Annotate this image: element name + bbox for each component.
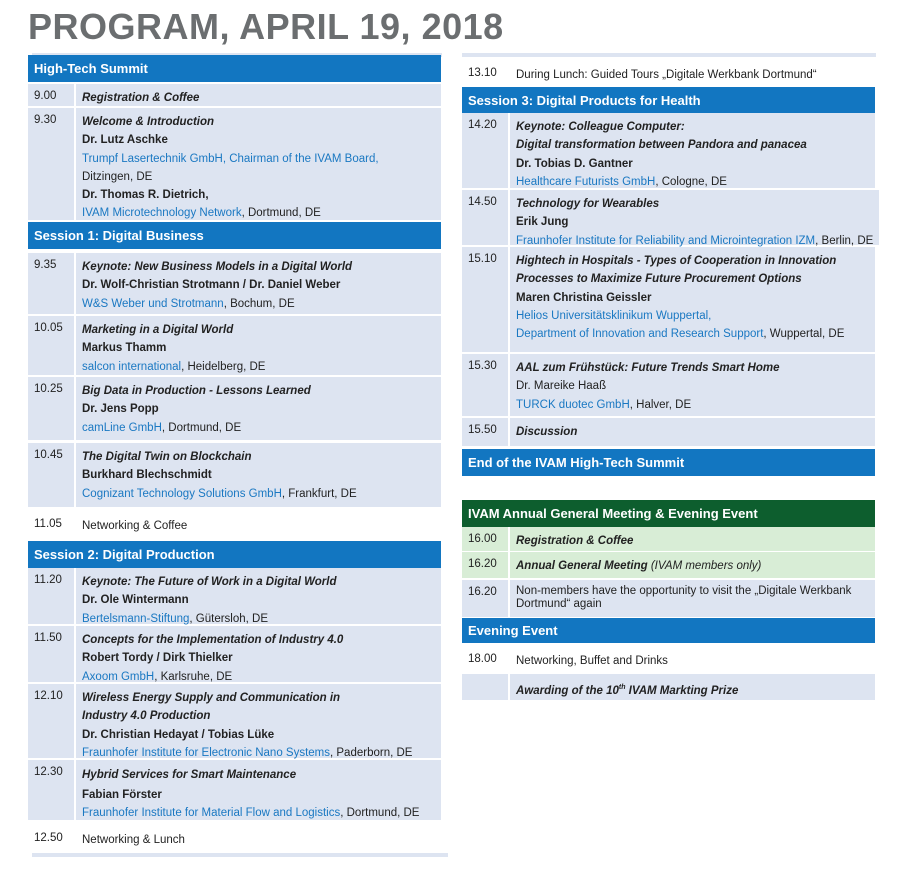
time: 15.30: [462, 354, 508, 416]
organization-link[interactable]: salcon international: [82, 360, 182, 373]
session-title: Networking & Lunch: [82, 834, 185, 846]
time: 15.50: [462, 418, 508, 446]
agenda-row: [28, 443, 441, 507]
session-title: Registration & Coffee: [82, 92, 200, 104]
location: , Frankfurt, DE: [281, 487, 357, 500]
section-header-hightech: High-Tech Summit: [28, 55, 441, 82]
divider: [462, 53, 876, 57]
location: , Berlin, DE: [815, 234, 874, 247]
session-title: Technology for Wearables: [516, 198, 660, 210]
agenda-row: [28, 568, 441, 624]
location: , Gütersloh, DE: [189, 612, 269, 625]
speaker: Dr. Tobias D. Gantner: [516, 157, 633, 170]
time: 11.50: [28, 626, 74, 682]
session-title: Non-members have the opportunity to visit the „Digitale Werkbank: [516, 585, 852, 597]
agenda-row: [28, 253, 441, 314]
session-title-cont: Dortmund“ again: [516, 598, 602, 610]
agenda-row: [462, 354, 875, 416]
section-header-agm: IVAM Annual General Meeting & Evening Event: [462, 500, 875, 527]
time: 11.20: [28, 568, 74, 624]
location: , Dortmund, DE: [340, 807, 420, 820]
speaker: Maren Christina Geissler: [516, 291, 652, 304]
section-header-evening: Evening Event: [462, 618, 875, 643]
agenda-row: [462, 580, 875, 617]
agenda-row: [462, 674, 875, 700]
session-title: Keynote: The Future of Work in a Digital World: [82, 576, 337, 588]
location: , Dortmund, DE: [241, 207, 321, 220]
session-title: Wireless Energy Supply and Communication in: [82, 692, 341, 704]
agenda-row: [28, 760, 441, 820]
organization-link[interactable]: IVAM Microtechnology Network: [82, 207, 242, 220]
organization-link[interactable]: Axoom GmbH: [82, 670, 155, 683]
time: 11.05: [34, 518, 62, 530]
speaker: Dr. Lutz Aschke: [82, 134, 168, 147]
time: 13.10: [468, 67, 497, 79]
session-title: Hightech in Hospitals - Types of Cooperation in Innovation: [516, 255, 837, 267]
session-title: During Lunch: Guided Tours „Digitale Werkbank Dortmund“: [516, 69, 817, 81]
time: 12.10: [28, 684, 74, 758]
organization-link[interactable]: Fraunhofer Institute for Reliability and Microintegration IZM: [516, 234, 816, 247]
time: 16.20: [462, 580, 508, 617]
speaker: Dr. Ole Wintermann: [82, 594, 189, 607]
time: 15.10: [462, 247, 508, 352]
session-title-cont: Digital transformation between Pandora and panacea: [516, 139, 807, 152]
agenda-row: [462, 647, 875, 671]
speaker: Dr. Thomas R. Dietrich,: [82, 189, 209, 202]
organization-link[interactable]: Bertelsmann-Stiftung: [82, 612, 190, 625]
time: 10.45: [28, 443, 74, 507]
time: 14.50: [462, 190, 508, 245]
agenda-row: [28, 626, 441, 682]
session-title: Big Data in Production - Lessons Learned: [82, 385, 311, 397]
note: (IVAM members only): [647, 560, 762, 572]
agenda-row: [462, 113, 875, 188]
time: 14.20: [462, 113, 508, 188]
time: 12.30: [28, 760, 74, 820]
session-title: Networking & Coffee: [82, 520, 188, 532]
time: 9.35: [28, 253, 74, 314]
session-title: Welcome & Introduction: [82, 116, 215, 128]
time: 9.00: [28, 84, 74, 106]
session-title: Discussion: [516, 426, 578, 438]
location: , Karlsruhe, DE: [154, 670, 233, 683]
agenda-row: [462, 61, 875, 85]
location: , Halver, DE: [629, 398, 692, 411]
organization-link[interactable]: camLine GmbH: [82, 421, 162, 434]
agenda-row: [28, 377, 441, 440]
agenda-row: [462, 552, 875, 578]
location: Ditzingen, DE: [82, 170, 153, 183]
time: 12.50: [34, 832, 63, 844]
agenda-row: [28, 684, 441, 758]
session-title: The Digital Twin on Blockchain: [82, 451, 252, 463]
time: 10.25: [28, 377, 74, 440]
session-title: Registration & Coffee: [516, 535, 634, 547]
location: , Paderborn, DE: [330, 746, 413, 759]
agenda-row: [462, 418, 875, 446]
session-title-cont: Industry 4.0 Production: [82, 710, 211, 723]
location: , Dortmund, DE: [161, 421, 242, 434]
session-title: Annual General Meeting: [516, 560, 648, 572]
location: , Wuppertal, DE: [763, 328, 845, 341]
section-header-session2: Session 2: Digital Production: [28, 541, 441, 568]
organization-link[interactable]: W&S Weber und Strotmann: [82, 297, 224, 310]
organization-link[interactable]: Fraunhofer Institute for Electronic Nano Systems: [82, 746, 330, 759]
speaker: Dr. Christian Hedayat / Tobias Lüke: [82, 728, 275, 741]
session-title: Hybrid Services for Smart Maintenance: [82, 769, 297, 781]
speaker: Robert Tordy / Dirk Thielker: [82, 652, 233, 665]
speaker: Fabian Förster: [82, 789, 162, 801]
speaker: Burkhard Blechschmidt: [82, 469, 212, 482]
speaker: Erik Jung: [516, 216, 569, 229]
agenda-row: [462, 527, 875, 551]
time: 10.05: [28, 316, 74, 375]
organization-link[interactable]: Cognizant Technology Solutions GmbH: [82, 487, 282, 500]
time: 18.00: [468, 653, 497, 665]
time: 16.20: [462, 552, 508, 578]
agenda-row: [28, 108, 441, 220]
speaker: Dr. Mareike Haaß: [516, 380, 607, 393]
session-title: AAL zum Frühstück: Future Trends Smart Home: [516, 362, 780, 374]
agenda-row: [28, 84, 441, 106]
session-title-cont: Processes to Maximize Future Procurement Options: [516, 273, 802, 286]
time: [462, 674, 508, 700]
session-title-cont: IVAM Markting Prize: [625, 684, 739, 697]
time: 9.30: [28, 108, 74, 220]
session-title: Awarding of the 10: [516, 684, 619, 697]
agenda-row: [462, 247, 875, 352]
location: , Cologne, DE: [655, 175, 727, 188]
section-header-session3: Session 3: Digital Products for Health: [462, 87, 875, 113]
organization-link[interactable]: TURCK duotec GmbH: [516, 398, 630, 411]
superscript: th: [618, 684, 626, 691]
organization-link[interactable]: Department of Innovation and Research Support: [516, 328, 764, 341]
location: , Bochum, DE: [223, 297, 295, 310]
session-title: Keynote: New Business Models in a Digital World: [82, 261, 353, 273]
session-title: Concepts for the Implementation of Industry 4.0: [82, 634, 344, 646]
divider: [32, 853, 448, 857]
section-header-end: End of the IVAM High-Tech Summit: [462, 449, 875, 476]
time: 16.00: [462, 527, 508, 551]
agenda-row: [462, 190, 875, 245]
agenda-row: [28, 512, 441, 536]
organization-link[interactable]: Helios Universitätsklinikum Wuppertal,: [516, 309, 712, 322]
speaker: Dr. Jens Popp: [82, 403, 159, 416]
agenda-row: [28, 316, 441, 375]
speaker: Dr. Wolf-Christian Strotmann / Dr. Daniel Weber: [82, 279, 341, 292]
organization-link[interactable]: Trumpf Lasertechnik GmbH, Chairman of the IVAM Board,: [82, 152, 379, 165]
session-title: Networking, Buffet and Drinks: [516, 655, 668, 667]
speaker: Markus Thamm: [82, 342, 167, 355]
session-title: Keynote: Colleague Computer:: [516, 121, 685, 133]
page-title: PROGRAM, APRIL 19, 2018: [28, 6, 504, 47]
agenda-row: [28, 826, 441, 850]
organization-link[interactable]: Fraunhofer Institute for Material Flow and Logistics: [82, 807, 341, 820]
organization-link[interactable]: Healthcare Futurists GmbH: [516, 175, 656, 188]
location: , Heidelberg, DE: [181, 360, 266, 373]
session-title: Marketing in a Digital World: [82, 324, 234, 336]
section-header-session1: Session 1: Digital Business: [28, 222, 441, 249]
